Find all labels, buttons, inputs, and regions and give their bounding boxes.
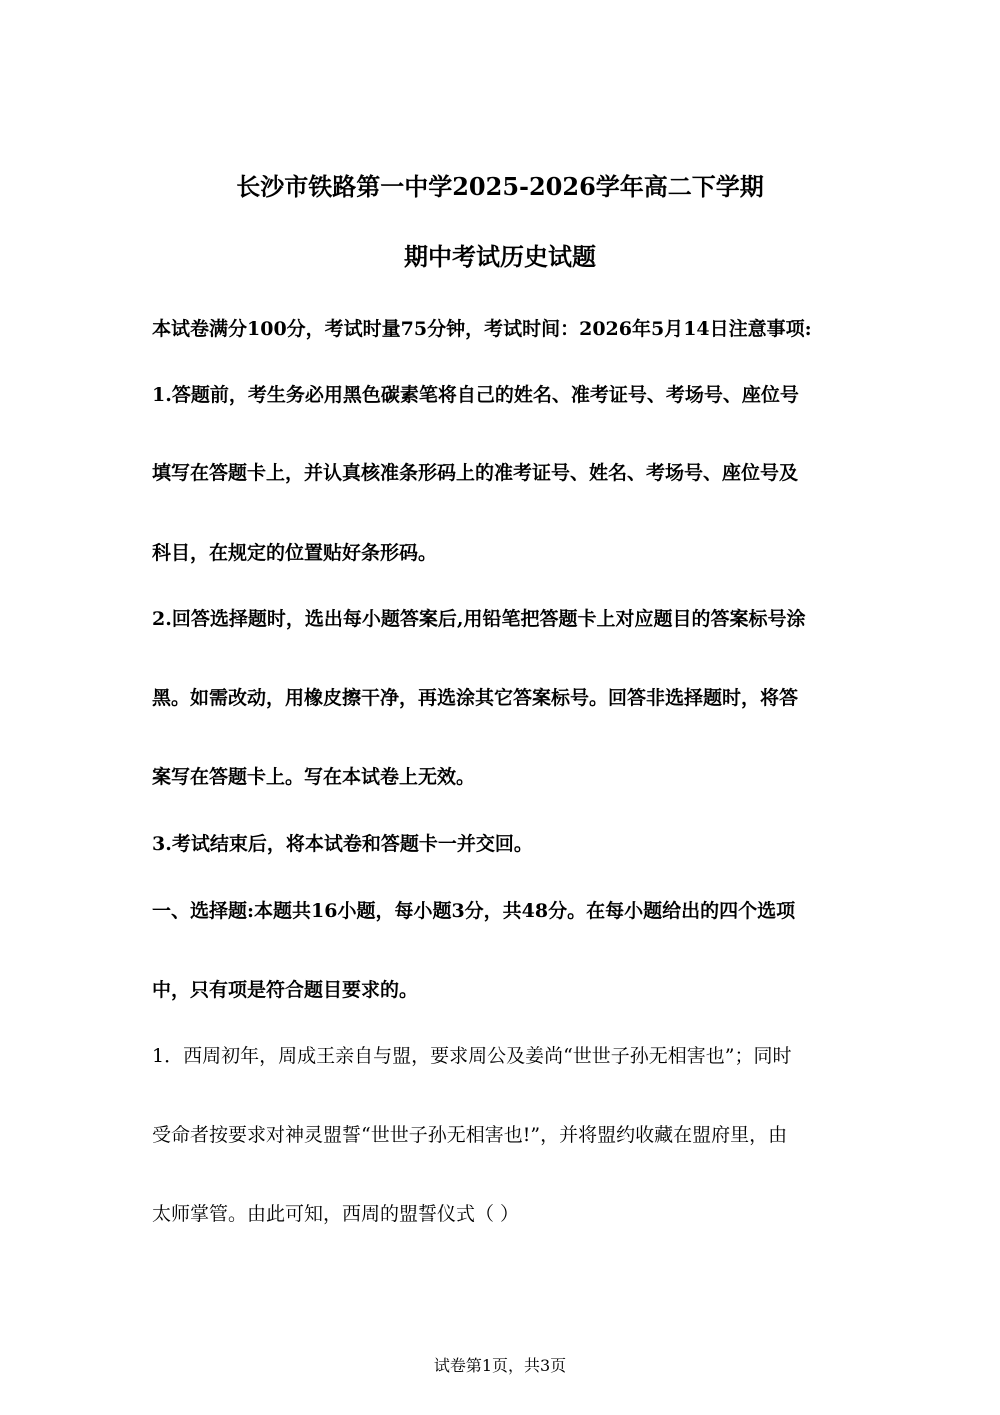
notice-1-line3: 科目，在规定的位置贴好条形码。 — [152, 542, 438, 564]
notice-2-line2: 黑。如需改动，用橡皮擦干净，再选涂其它答案标号。回答非选择题时，将答 — [152, 687, 799, 709]
exam-intro: 本试卷满分100分，考试时量75分钟，考试时间：2026年5月14日注意事项: — [152, 318, 812, 340]
exam-title-line1: 长沙市铁路第一中学2025-2026学年高二下学期 — [236, 172, 764, 201]
question-1-line3: 太师掌管。由此可知，西周的盟誓仪式（ ） — [152, 1203, 520, 1225]
exam-title-line2: 期中考试历史试题 — [404, 242, 596, 271]
question-1-line1: 1．西周初年，周成王亲自与盟，要求周公及姜尚“世世子孙无相害也”；同时 — [152, 1045, 792, 1067]
notice-1-line1: 1.答题前，考生务必用黑色碳素笔将自己的姓名、准考证号、考场号、座位号 — [152, 384, 799, 406]
notice-2-line3: 案写在答题卡上。写在本试卷上无效。 — [152, 766, 476, 788]
section-heading-line1: 一、选择题:本题共16小题，每小题3分，共48分。在每小题给出的四个选项 — [152, 900, 796, 922]
notice-1-line2: 填写在答题卡上，并认真核准条形码上的准考证号、姓名、考场号、座位号及 — [152, 462, 799, 484]
section-heading-line2: 中，只有项是符合题目要求的。 — [152, 979, 419, 1001]
notice-2-line1: 2.回答选择题时，选出每小题答案后,用铅笔把答题卡上对应题目的答案标号涂 — [152, 608, 806, 630]
question-1-line2: 受命者按要求对神灵盟誓“世世子孙无相害也!”，并将盟约收藏在盟府里，由 — [152, 1124, 788, 1146]
page-footer: 试卷第1页，共3页 — [433, 1356, 567, 1375]
notice-3-line1: 3.考试结束后，将本试卷和答题卡一并交回。 — [152, 833, 533, 855]
